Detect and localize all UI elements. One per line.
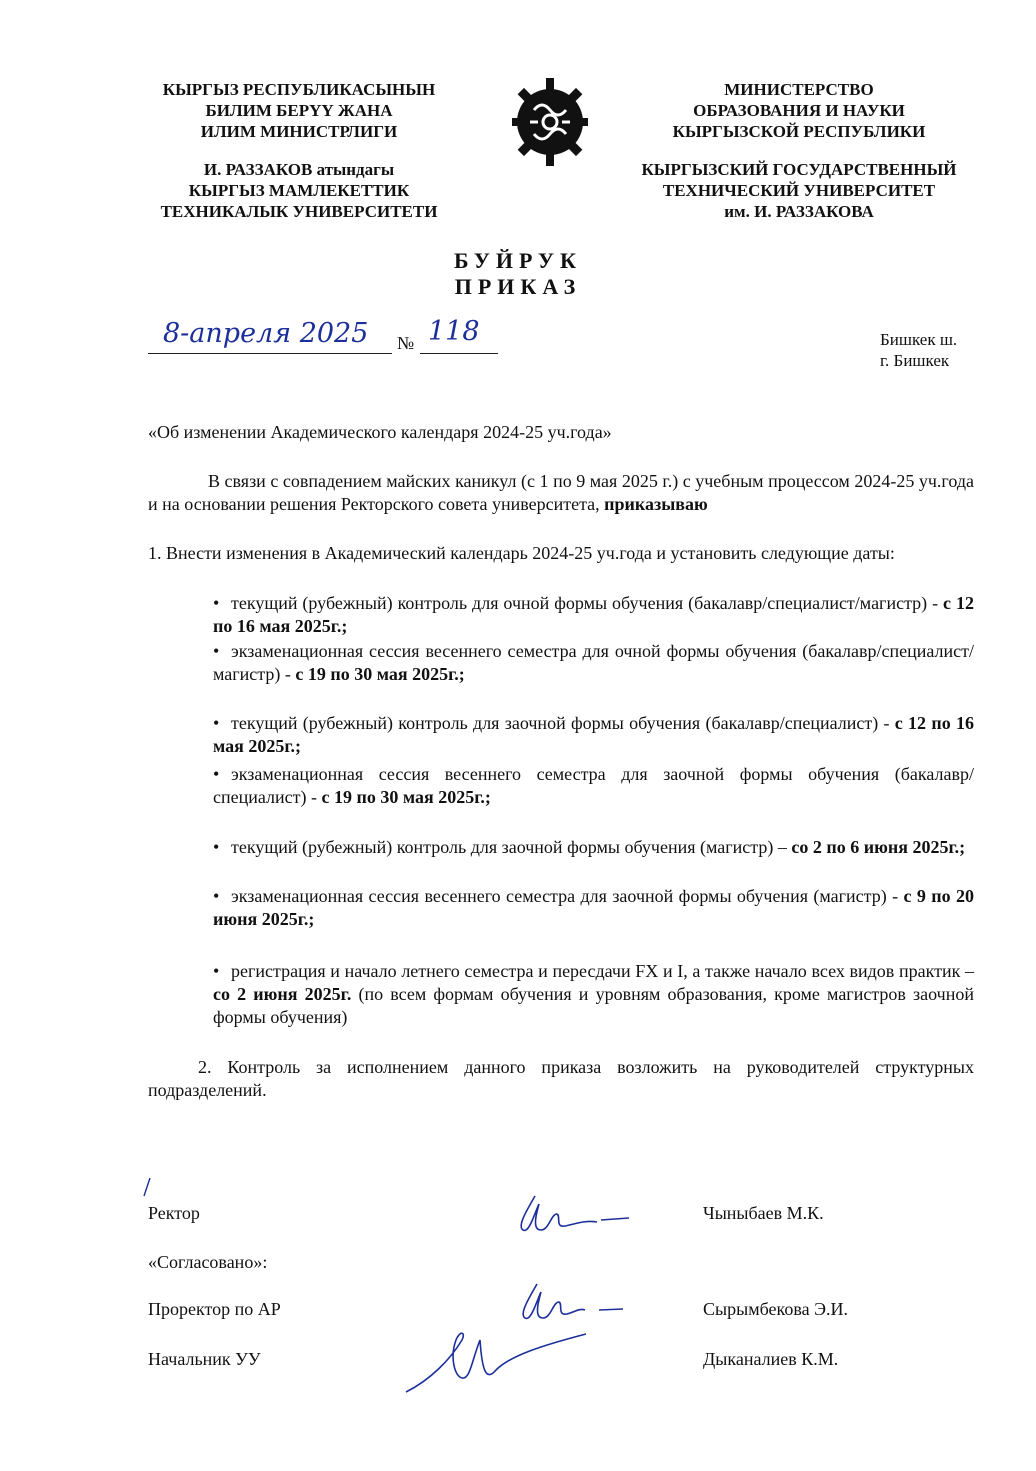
head-signature [400,1320,590,1405]
bullet-icon: • [213,837,220,857]
rector-label: Ректор [148,1203,200,1223]
bullet-icon: • [213,961,220,981]
agreed-label: «Согласовано»: [148,1252,268,1272]
list-item: • текущий (рубежный) контроль для очной формы обучения (бакалавр/специалист/магистр) - с 12 по 16 мая 2025г.; [213,593,974,636]
header-right-university: КЫРГЫЗСКИЙ ГОСУДАРСТВЕННЫЙ ТЕХНИЧЕСКИЙ УНИВЕРСИТЕТ им. И. РАЗЗАКОВА [641,160,957,221]
header-left-university: И. РАЗЗАКОВ атындагы КЫРГЫЗ МАМЛЕКЕТТИК ТЕХНИКАЛЫК УНИВЕРСИТЕТИ [160,160,438,221]
document-title-kg: БУЙРУК [453,248,583,273]
rector-name: Чыныбаев М.К. [703,1203,824,1223]
list-item: • регистрация и начало летнего семестра и пересдачи FX и I, а также начало всех видов практик – со 2 июня 2025г. (по всем формам обучения и уровням образования, кроме магистров заочной формы обучения) [213,961,975,1027]
list-item: • экзаменационная сессия весеннего семестра для заочной формы обучения (бакалавр/специалист) - с 19 по 30 мая 2025г.; [213,764,974,807]
city-ru: г. Бишкек [880,351,950,370]
head-name: Дыканалиев К.М. [703,1349,839,1369]
header-left-ministry: КЫРГЫЗ РЕСПУБЛИКАСЫНЫН БИЛИМ БЕРҮҮ ЖАНА ИЛИМ МИНИСТРЛИГИ [162,80,436,141]
list-item: • текущий (рубежный) контроль для заочной формы обучения (бакалавр/специалист) - с 12 по 16 мая 2025г.; [213,713,974,756]
university-emblem-logo [508,72,592,172]
order-date: 8-апреля 2025 [163,318,369,349]
prorector-label: Проректор по АР [148,1299,281,1319]
order-date-line [148,353,392,354]
head-label: Начальник УУ [148,1349,261,1369]
prorector-name: Сырымбекова Э.И. [703,1299,848,1319]
order-number-sign: № [397,333,415,353]
header-right-ministry: МИНИСТЕРСТВО ОБРАЗОВАНИЯ И НАУКИ КЫРГЫЗСКОЙ РЕСПУБЛИКИ [672,80,926,141]
item-2: 2. Контроль за исполнением данного приказа возложить на руководителей структурных подразделений. [148,1057,974,1100]
bullet-icon: • [213,764,220,784]
preamble: В связи с совпадением майских каникул (с 1 по 9 мая 2025 г.) с учебным процессом 2024-25 уч.года и на основании решения Ректорского совета университета, приказываю [148,471,974,514]
bullet-icon: • [213,593,220,613]
bullet-icon: • [213,713,220,733]
list-item: • экзаменационная сессия весеннего семестра для заочной формы обучения (магистр) - с 9 по 20 июня 2025г.; [213,886,974,929]
item-1: 1. Внести изменения в Академический календарь 2024-25 уч.года и установить следующие даты: [148,543,895,563]
bullet-icon: • [213,886,220,906]
order-number: 118 [428,316,480,347]
order-subject: «Об изменении Академического календаря 2024-25 уч.года» [148,422,612,442]
order-number-line [420,353,498,354]
pen-tick-mark [140,1176,154,1203]
document-title-ru: ПРИКАЗ [454,274,582,299]
list-item: • экзаменационная сессия весеннего семестра для очной формы обучения (бакалавр/специалист/магистр) - с 19 по 30 мая 2025г.; [213,641,974,684]
list-item: • текущий (рубежный) контроль для заочной формы обучения (магистр) – со 2 по 6 июня 2025г.; [213,837,966,857]
city-kg: Бишкек ш. [880,330,958,349]
rector-signature [505,1190,635,1245]
bullet-icon: • [213,641,220,661]
